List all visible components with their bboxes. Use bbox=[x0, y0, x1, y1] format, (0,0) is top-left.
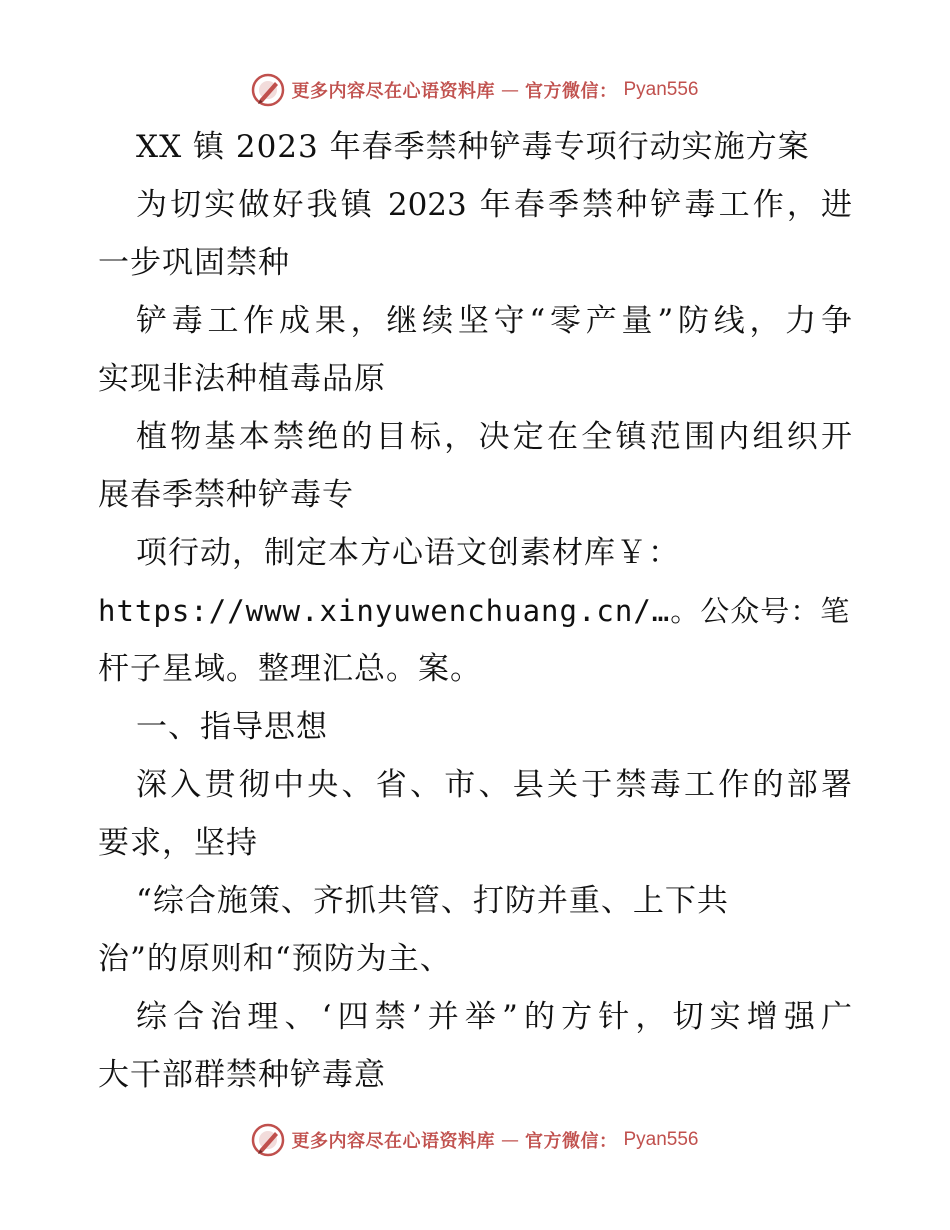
paragraph-line-url: https://www.xinyuwenchuang.cn/…。公众号：笔 bbox=[98, 594, 851, 628]
paragraph-line: 大干部群禁种铲毒意 bbox=[98, 1057, 386, 1093]
paragraph-line: 要求，坚持 bbox=[98, 825, 258, 861]
paragraph-line: “综合施策、齐抓共管、打防并重、上下共 bbox=[136, 883, 729, 919]
banner-slogan: 更多内容尽在心语资料库 bbox=[291, 81, 495, 102]
document-title: XX 镇 2023 年春季禁种铲毒专项行动实施方案 bbox=[136, 129, 810, 165]
paragraph-line: 展春季禁种铲毒专 bbox=[98, 477, 354, 513]
header-watermark-banner bbox=[0, 70, 950, 110]
paragraph-line: 实现非法种植毒品原 bbox=[98, 361, 386, 397]
banner-slogan: 更多内容尽在心语资料库 bbox=[291, 1131, 495, 1152]
paragraph-line: 杆子星域。整理汇总。案。 bbox=[98, 651, 482, 687]
banner-dash: — bbox=[500, 1129, 519, 1151]
paragraph-line: 综合治理、‘四禁’并举”的方针，切实增强广 bbox=[136, 999, 852, 1035]
paragraph-line: 植物基本禁绝的目标，决定在全镇范围内组织开 bbox=[136, 419, 852, 455]
paragraph-line: 项行动，制定本方心语文创素材库￥： bbox=[136, 535, 680, 571]
banner-wechat-label: 官方微信： bbox=[524, 81, 618, 102]
pen-logo-icon bbox=[251, 73, 285, 107]
banner-dash: — bbox=[500, 79, 519, 101]
paragraph-line: 治”的原则和“预防为主、 bbox=[98, 941, 452, 977]
footer-watermark-banner bbox=[0, 1120, 950, 1160]
paragraph-line: 铲毒工作成果，继续坚守“零产量”防线，力争 bbox=[136, 303, 852, 339]
section-heading: 一、指导思想 bbox=[136, 709, 328, 745]
banner-wechat-id: Pyan556 bbox=[623, 79, 699, 100]
paragraph-line: 一步巩固禁种 bbox=[98, 245, 290, 281]
banner-wechat-label: 官方微信： bbox=[524, 1131, 618, 1152]
paragraph-line: 为切实做好我镇 2023 年春季禁种铲毒工作，进 bbox=[136, 187, 852, 223]
document-body bbox=[98, 118, 852, 1104]
pen-logo-icon bbox=[251, 1123, 285, 1157]
banner-wechat-id: Pyan556 bbox=[623, 1129, 699, 1150]
paragraph-line: 深入贯彻中央、省、市、县关于禁毒工作的部署 bbox=[136, 767, 852, 803]
